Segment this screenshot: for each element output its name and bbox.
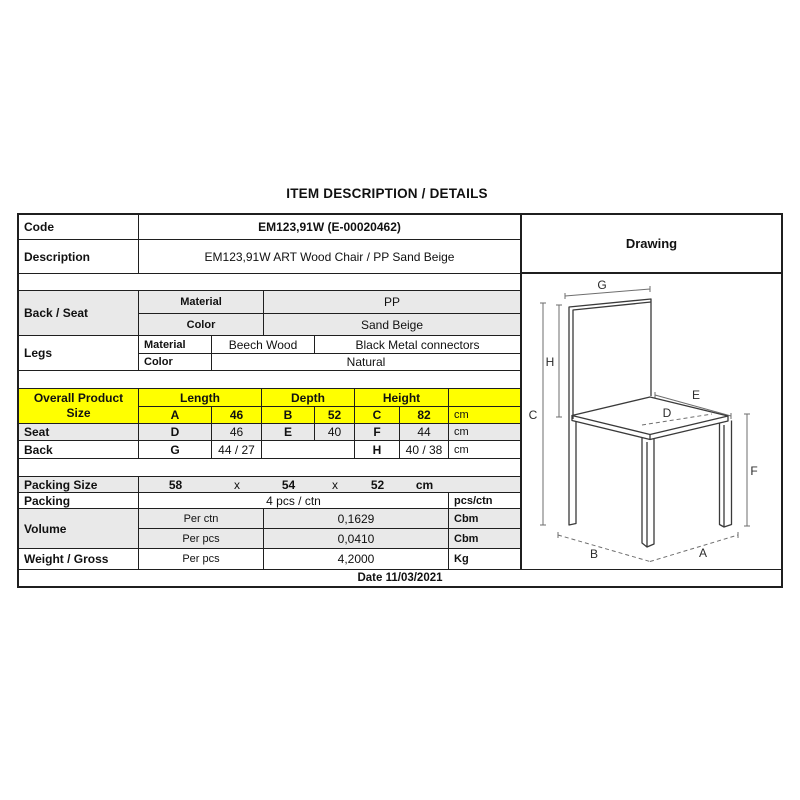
spacer-row (19, 274, 520, 291)
dimension-header-row (139, 389, 520, 407)
packing-size-empty (449, 477, 520, 492)
packing-size-label: Packing Size (19, 477, 139, 492)
back-seat-material-row (139, 291, 520, 314)
dim-key: A (139, 407, 212, 423)
back-row (19, 441, 520, 459)
back-seat-color-label: Color (139, 314, 264, 335)
dim-label-c: C (528, 408, 538, 422)
volume-per-ctn-label: Per ctn (139, 509, 264, 528)
page-title: ITEM DESCRIPTION / DETAILS (286, 186, 488, 201)
dim-value: 46 (212, 424, 262, 440)
legs-label: Legs (19, 336, 139, 370)
packing-size-row (19, 477, 520, 493)
legs-material-value-2: Black Metal connectors (355, 337, 480, 352)
dim-value: 46 (212, 407, 262, 423)
back-seat-section (19, 291, 520, 336)
dim-value: 40 (315, 424, 355, 440)
dim-label-g: G (597, 278, 607, 292)
dim-key: E (262, 424, 315, 440)
weight-unit: Kg (454, 553, 469, 565)
overall-size-label-line1: Overall Product (33, 391, 124, 405)
dim-key: C (355, 407, 400, 423)
legs-color-row (139, 354, 520, 370)
chair-drawing-svg (522, 274, 781, 567)
volume-per-pcs-row (139, 529, 520, 548)
date-row (19, 569, 781, 586)
volume-per-pcs-unit: Cbm (454, 532, 479, 545)
length-header: Length (139, 389, 262, 406)
packing-value: 4 pcs / ctn (139, 493, 449, 508)
dimension-labels (529, 278, 758, 561)
back-seat-color-row (139, 314, 520, 335)
dim-label-a: A (698, 546, 708, 560)
packing-size-value: 58 (168, 477, 183, 492)
overall-size-label-line2: Size (66, 406, 91, 420)
dim-value: 44 (400, 424, 449, 440)
code-row (19, 215, 520, 240)
volume-per-ctn-value: 0,1629 (264, 509, 449, 528)
legs-color-label: Color (139, 354, 212, 370)
back-seat-color-value: Sand Beige (360, 317, 424, 332)
dim-value: 82 (400, 407, 449, 423)
date-value: Date 11/03/2021 (357, 572, 443, 584)
code-label: Code (19, 215, 139, 239)
dim-value: 52 (315, 407, 355, 423)
packing-size-value: 52 (370, 477, 385, 492)
packing-size-x: x (234, 477, 240, 492)
dim-key: G (139, 441, 212, 458)
volume-per-ctn-unit: Cbm (454, 512, 479, 525)
spacer-row (19, 371, 520, 389)
dim-unit: cm (454, 409, 469, 421)
back-label: Back (19, 441, 139, 458)
packing-unit: pcs/ctn (454, 494, 493, 507)
legs-color-value: Natural (346, 355, 386, 369)
depth-header: Depth (262, 389, 355, 406)
spacer-row (19, 459, 520, 477)
volume-per-pcs-label: Per pcs (139, 529, 264, 548)
packing-size-unit: cm (415, 477, 434, 492)
packing-row (19, 493, 520, 509)
overall-values-row (139, 407, 520, 423)
dim-label-h: H (545, 355, 555, 369)
volume-label: Volume (19, 509, 139, 548)
dim-key: F (355, 424, 400, 440)
dim-empty (262, 441, 355, 458)
packing-size-x: x (332, 477, 338, 492)
code-value: EM123,91W (E-00020462) (258, 220, 401, 234)
back-seat-material-label: Material (139, 291, 264, 313)
dim-key: H (355, 441, 400, 458)
dim-key: B (262, 407, 315, 423)
legs-material-value-1: Beech Wood (212, 336, 315, 353)
dim-label-f: F (750, 464, 758, 478)
unit-header-empty (449, 389, 520, 406)
dim-unit: cm (454, 443, 469, 456)
seat-row (19, 424, 520, 441)
overall-size-label (19, 389, 139, 423)
legs-section (19, 336, 520, 371)
weight-per-label: Per pcs (139, 549, 264, 569)
drawing-panel (520, 215, 781, 569)
details-table (19, 215, 520, 569)
volume-per-ctn-row (139, 509, 520, 529)
legs-material-row (139, 336, 520, 354)
description-label: Description (19, 240, 139, 273)
height-header: Height (355, 389, 449, 406)
dim-key: D (139, 424, 212, 440)
description-row (19, 240, 520, 274)
legs-material-label: Material (139, 336, 212, 353)
description-value: EM123,91W ART Wood Chair / PP Sand Beige (204, 249, 455, 264)
chair-drawing (522, 274, 781, 567)
dim-label-e: E (691, 388, 701, 402)
weight-value: 4,2000 (264, 549, 449, 569)
dim-value: 44 / 27 (212, 441, 262, 458)
spec-sheet-table (17, 213, 783, 588)
volume-per-pcs-value: 0,0410 (264, 529, 449, 548)
seat-label: Seat (19, 424, 139, 440)
back-seat-material-value: PP (383, 295, 400, 309)
overall-size-section (19, 389, 520, 424)
chair-outline (569, 299, 732, 547)
dim-value: 40 / 38 (400, 441, 449, 458)
packing-size-value: 54 (281, 477, 296, 492)
dim-label-d: D (662, 406, 672, 420)
packing-label: Packing (19, 493, 139, 508)
dim-label-b: B (589, 547, 599, 561)
volume-section (19, 509, 520, 549)
weight-label: Weight / Gross (19, 549, 139, 569)
dim-unit: cm (454, 426, 469, 438)
drawing-title: Drawing (522, 215, 781, 274)
back-seat-label: Back / Seat (19, 291, 139, 335)
weight-row (19, 549, 520, 569)
